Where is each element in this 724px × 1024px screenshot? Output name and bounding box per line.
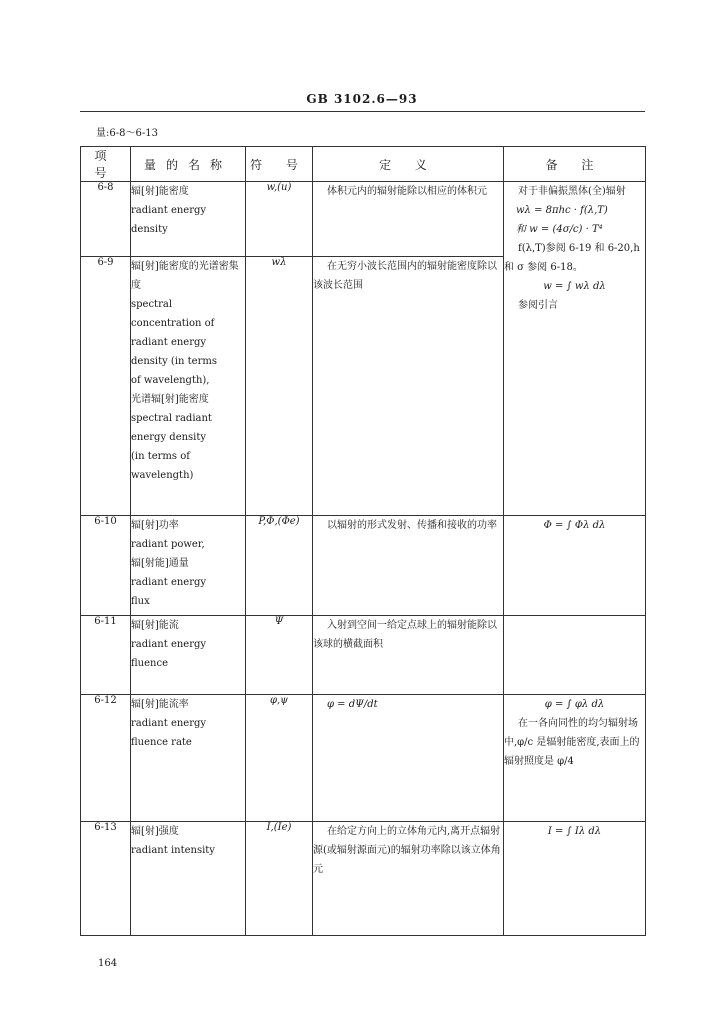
remark-formula: w = ∫ wλ dλ bbox=[543, 281, 606, 292]
remark-text: 参阅引言 bbox=[518, 300, 558, 311]
row-remarks bbox=[504, 182, 646, 516]
name-line: of wavelength), bbox=[131, 375, 210, 386]
row-symbol: w,(u) bbox=[246, 182, 313, 257]
name-line: 辐[射]能流 bbox=[131, 620, 179, 631]
col-header-definition: 定 义 bbox=[313, 147, 504, 182]
name-line: density bbox=[131, 224, 168, 235]
name-line: radiant energy bbox=[131, 337, 207, 348]
col-header-no: 项 号 bbox=[81, 147, 131, 182]
name-line: radiant energy bbox=[131, 577, 207, 588]
row-no: 6-13 bbox=[81, 822, 131, 936]
name-line: 辐[射]能流率 bbox=[131, 699, 189, 710]
table-row bbox=[81, 616, 646, 695]
name-line: fluence bbox=[131, 658, 168, 669]
remark-formula: φ = ∫ φλ dλ bbox=[544, 699, 605, 710]
row-name bbox=[131, 616, 246, 695]
table-row bbox=[81, 516, 646, 616]
quantities-table bbox=[80, 146, 646, 936]
row-no: 6-12 bbox=[81, 695, 131, 822]
row-no: 6-11 bbox=[81, 616, 131, 695]
name-line: spectral radiant bbox=[131, 413, 212, 424]
remark-formula: I = ∫ Iλ dλ bbox=[547, 826, 602, 837]
remark-formula: wλ = 8πhc · f(λ,T) bbox=[516, 205, 608, 216]
remark-text: 对于非偏振黑体(全)辐射 bbox=[518, 186, 626, 197]
name-line: 辐[射]能密度的光谱密集度 bbox=[131, 261, 239, 291]
name-line: radiant power, bbox=[131, 539, 205, 550]
name-line: radiant energy bbox=[131, 639, 207, 650]
row-name bbox=[131, 516, 246, 616]
row-symbol: I,(Ie) bbox=[246, 822, 313, 936]
name-line: spectral bbox=[131, 299, 173, 310]
name-line: density (in terms bbox=[131, 356, 217, 367]
row-no: 6-10 bbox=[81, 516, 131, 616]
row-symbol: wλ bbox=[246, 257, 313, 516]
row-no: 6-9 bbox=[81, 257, 131, 516]
remark-text: 在一各向同性的均匀辐射场中,φ/c 是辐射能密度,表面上的辐射照度是 φ/4 bbox=[504, 718, 640, 767]
name-line: concentration of bbox=[131, 318, 215, 329]
table-header-row bbox=[81, 147, 646, 182]
header-rule bbox=[80, 111, 645, 112]
row-definition: 以辐射的形式发射、传播和接收的功率 bbox=[313, 516, 504, 616]
remark-formula: Φ = ∫ Φλ dλ bbox=[543, 520, 606, 531]
row-symbol: P,Φ,(Φe) bbox=[246, 516, 313, 616]
name-line: flux bbox=[131, 596, 150, 607]
name-line: 辐[射]强度 bbox=[131, 826, 179, 837]
col-header-name: 量的名称 bbox=[131, 147, 246, 182]
name-line: radiant energy bbox=[131, 205, 207, 216]
remark-text: f(λ,T)参阅 6-19 和 6-20,h 和 σ 参阅 6-18。 bbox=[504, 243, 640, 273]
name-line: 辐[射能]通量 bbox=[131, 558, 189, 569]
name-line: energy density bbox=[131, 432, 207, 443]
row-name bbox=[131, 257, 246, 516]
name-line: 辐[射]功率 bbox=[131, 520, 179, 531]
document-header: GB 3102.6—93 bbox=[306, 92, 418, 106]
row-definition: 在给定方向上的立体角元内,离开点辐射源(或辐射源面元)的辐射功率除以该立体角元 bbox=[313, 822, 504, 936]
row-remarks bbox=[504, 822, 646, 936]
row-definition: 在无穷小波长范围内的辐射能密度除以该波长范围 bbox=[313, 257, 504, 516]
col-header-symbol: 符 号 bbox=[246, 147, 313, 182]
row-no: 6-8 bbox=[81, 182, 131, 257]
row-definition: φ = dΨ/dt bbox=[313, 695, 504, 822]
table-row bbox=[81, 822, 646, 936]
name-line: radiant energy bbox=[131, 718, 207, 729]
name-line: wavelength) bbox=[131, 470, 194, 481]
table-caption: 量:6-8～6-13 bbox=[96, 128, 158, 139]
remark-formula: 和 w = (4σ/c) · T⁴ bbox=[516, 224, 603, 235]
row-remarks bbox=[504, 516, 646, 616]
page-number: 164 bbox=[98, 958, 118, 969]
row-remarks bbox=[504, 616, 646, 695]
table-row bbox=[81, 182, 646, 257]
row-symbol: Ψ bbox=[246, 616, 313, 695]
name-line: (in terms of bbox=[131, 451, 190, 462]
row-name bbox=[131, 822, 246, 936]
row-name bbox=[131, 182, 246, 257]
col-header-remarks: 备 注 bbox=[504, 147, 646, 182]
row-definition: 体积元内的辐射能除以相应的体积元 bbox=[313, 182, 504, 257]
name-line: radiant intensity bbox=[131, 845, 215, 856]
row-symbol: φ,ψ bbox=[246, 695, 313, 822]
name-line: 光谱辐[射]能密度 bbox=[131, 394, 209, 405]
name-line: 辐[射]能密度 bbox=[131, 186, 189, 197]
name-line: fluence rate bbox=[131, 737, 192, 748]
row-definition: 入射到空间一给定点球上的辐射能除以该球的横截面积 bbox=[313, 616, 504, 695]
table-row bbox=[81, 695, 646, 822]
row-remarks bbox=[504, 695, 646, 822]
row-name bbox=[131, 695, 246, 822]
